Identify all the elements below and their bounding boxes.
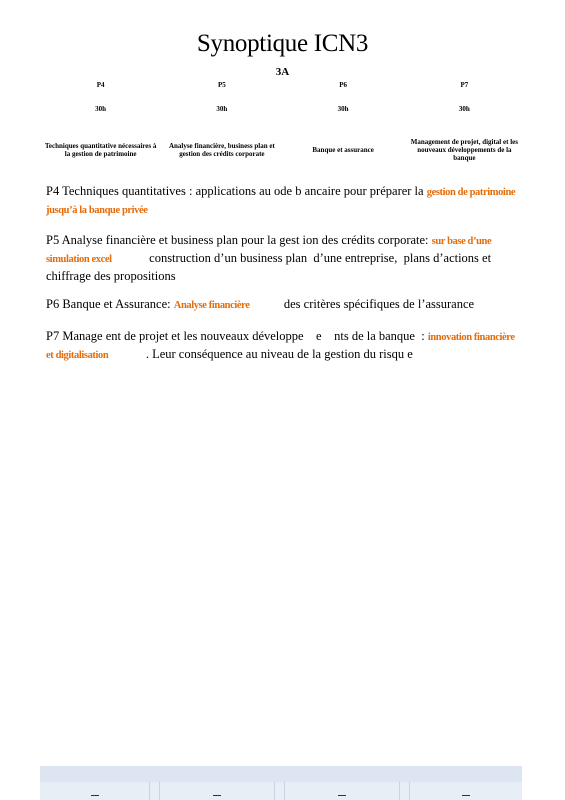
- footer-spacer: [400, 782, 410, 800]
- dash-mark: [213, 795, 221, 796]
- paragraph-text: P6 Banque et Assurance:: [46, 297, 174, 311]
- footer-band: [40, 766, 522, 782]
- module-hours-p5: 30h: [216, 105, 228, 113]
- year-label: 3A: [275, 66, 290, 78]
- footer-table: [40, 766, 522, 800]
- module-hours-p6: 30h: [337, 105, 349, 113]
- paragraph-text: P4 Techniques quantitatives : applications au ode b ancaire pour préparer la: [46, 184, 427, 198]
- paragraph-highlight: innovation financière et digitalisation: [46, 332, 515, 361]
- module-desc-p4: [40, 130, 161, 170]
- footer-columns: [40, 782, 522, 800]
- module-desc-text: Techniques quantitative nécessaires à la gestion de patrimoine: [44, 142, 157, 158]
- dash-mark: [462, 795, 470, 796]
- module-hours-p7: 30h: [458, 105, 470, 113]
- footer-cell: [40, 782, 150, 800]
- paragraph-p7: [46, 328, 516, 364]
- paragraph-text: P7 Manage ent de projet et les nouveaux développe e nts de la banque :: [46, 329, 428, 343]
- module-code-p7: P7: [460, 81, 469, 89]
- module-desc-text: Analyse financière, business plan et gestion des crédits corporate: [168, 142, 275, 158]
- module-desc-text: Management de projet, digital et les nouveaux développements de la banque: [410, 138, 518, 162]
- paragraph-text-after: construction d’un business plan d’une entreprise, plans d’actions et chiffrage des propositions: [46, 251, 495, 283]
- paragraph-p4: [46, 183, 516, 219]
- module-code-p4: P4: [96, 81, 105, 89]
- paragraph-text-after: . Leur conséquence au niveau de la gestion du risqu e: [108, 347, 413, 361]
- module-desc-p5: [161, 130, 282, 170]
- module-desc-p6: [283, 130, 404, 170]
- footer-cell: [285, 782, 400, 800]
- page-title: Synoptique ICN3: [196, 30, 369, 57]
- footer-cell: [410, 782, 522, 800]
- paragraph-text-after: des critères spécifiques de l’assurance: [249, 297, 475, 311]
- module-desc-p7: [404, 130, 525, 170]
- dash-mark: [338, 795, 346, 796]
- paragraph-text: P5 Analyse financière et business plan pour la gest ion des crédits corporate:: [46, 233, 432, 247]
- footer-cell: [160, 782, 275, 800]
- footer-spacer: [150, 782, 160, 800]
- paragraph-p5: [46, 232, 516, 284]
- paragraph-highlight: Analyse financière: [173, 300, 250, 311]
- module-table: [40, 80, 525, 170]
- dash-mark: [91, 795, 99, 796]
- paragraph-highlight: gestion de patrimoine jusqu’à la banque privée: [46, 187, 516, 216]
- module-desc-text: Banque et assurance: [312, 146, 374, 154]
- module-hours-p4: 30h: [95, 105, 107, 113]
- paragraph-highlight: sur base d’une simulation excel: [46, 236, 492, 265]
- paragraph-p6: [46, 296, 516, 314]
- module-code-p6: P6: [339, 81, 348, 89]
- footer-spacer: [275, 782, 285, 800]
- module-code-p5: P5: [217, 81, 226, 89]
